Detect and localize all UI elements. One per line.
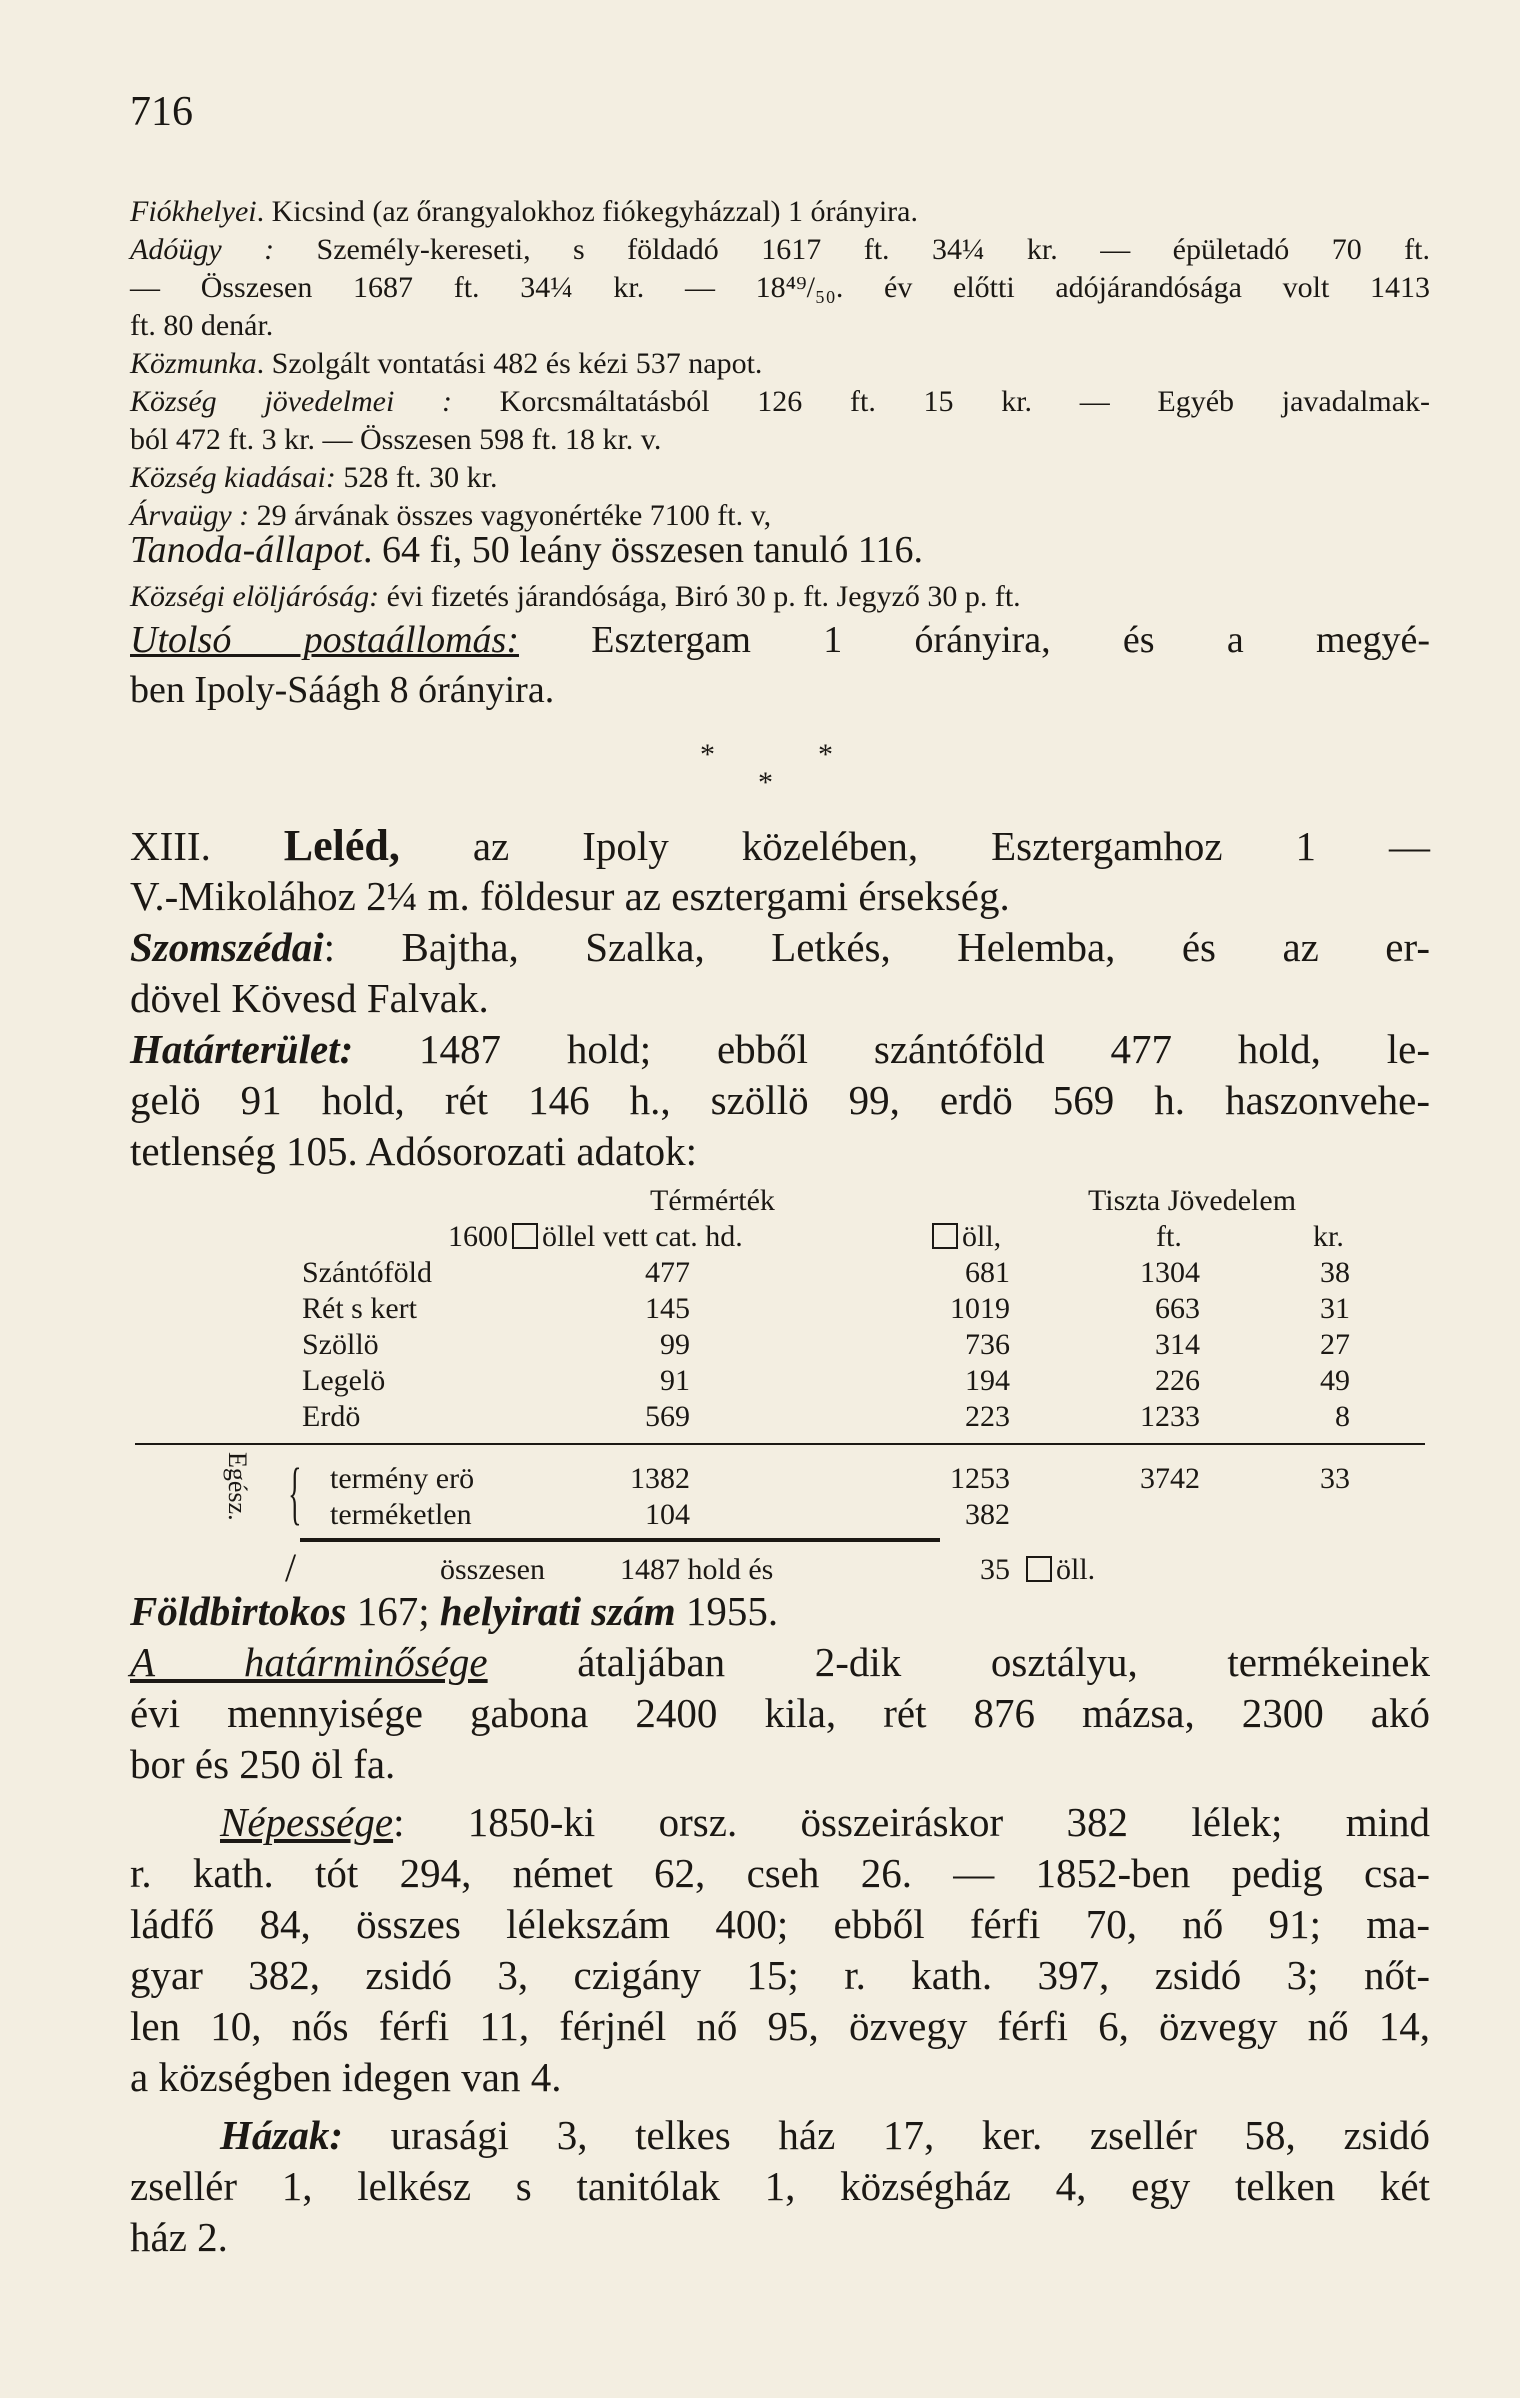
side-label: Egész.	[223, 1452, 252, 1521]
small-line-8: Község kiadásai: 528 ft. 30 kr.	[130, 461, 498, 494]
eloljarosag-line: Községi elöljáróság: évi fizetés járandósága, Biró 30 p. ft. Jegyző 30 p. ft.	[130, 580, 1021, 613]
entry-heading: XIII. Leléd, az Ipoly közelében, Esztergamhoz 1 —	[130, 821, 1431, 870]
table-divider	[135, 1443, 1425, 1445]
hatar-line-1: Határterület: 1487 hold; ebből szántóföld 477 hold, le-	[130, 1026, 1430, 1072]
small-line-5: Közmunka. Szolgált vontatási 482 és kézi 537 napot.	[130, 347, 763, 380]
star: *	[700, 738, 715, 771]
head-ft: ft.	[1156, 1220, 1182, 1253]
square-icon	[1026, 1556, 1052, 1582]
small-line-2: Adóügy : Személy-kereseti, s földadó 1617 ft. 34¼ kr. — épületadó 70 ft.	[130, 233, 1430, 266]
nepesseg-line-5: len 10, nős férfi 11, férjnél nő 95, özvegy férfi 6, özvegy nő 14,	[130, 2003, 1430, 2049]
square-icon	[512, 1223, 538, 1249]
village-name: Leléd,	[283, 821, 400, 870]
szomszedai-line-2: dövel Kövesd Falvak.	[130, 975, 489, 1021]
posta-line-1: Utolsó postaállomás: Esztergam 1 órányira, és a megyé-	[130, 619, 1430, 661]
small-line-4: ft. 80 denár.	[130, 309, 274, 342]
small-line-3: — Összesen 1687 ft. 34¼ kr. — 18⁴⁹/₅₀. év előtti adójárandósága volt 1413	[130, 271, 1430, 304]
star: *	[818, 738, 833, 771]
nepesseg-line-3: ládfő 84, összes lélekszám 400; ebből férfi 70, nő 91; ma-	[130, 1901, 1430, 1947]
szomszedai-line-1: Szomszédai: Bajtha, Szalka, Letkés, Helemba, és az er-	[130, 924, 1430, 970]
sum-divider	[300, 1538, 940, 1542]
small-line-1: Fiókhelyei. Kicsind (az őrangyalokhoz fiókegyházzal) 1 órányira.	[130, 195, 918, 228]
nepesseg-line-4: gyar 382, zsidó 3, czigány 15; r. kath. 397, zsidó 3; nőt-	[130, 1952, 1430, 1998]
nepesseg-line-2: r. kath. tót 294, német 62, cseh 26. — 1852-ben pedig csa-	[130, 1850, 1430, 1896]
small-line-9: Árvaügy : 29 árvának összes vagyonértéke 7100 ft. v,	[130, 499, 772, 532]
small-line-6: Község jövedelmei : Korcsmáltatásból 126 ft. 15 kr. — Egyéb javadalmak-	[130, 385, 1430, 418]
square-icon	[932, 1223, 958, 1249]
head-tiszta: Tiszta Jövedelem	[1088, 1184, 1297, 1217]
hazak-line-3: ház 2.	[130, 2214, 228, 2260]
head-1600: 1600 öllel vett cat. hd.	[448, 1220, 743, 1253]
page-number: 716	[130, 89, 193, 135]
label: Fiókhelyei	[130, 195, 257, 228]
hazak-line-2: zsellér 1, lelkész s tanitólak 1, községház 4, egy telken két	[130, 2163, 1430, 2209]
star: *	[758, 766, 773, 799]
brace-end: /	[285, 1545, 297, 1590]
hatar-line-3: tetlenség 105. Adósorozati adatok:	[130, 1128, 698, 1174]
posta-line-2: ben Ipoly-Sáágh 8 órányira.	[130, 669, 555, 711]
foldbirtokos-line: Földbirtokos 167; helyirati szám 1955.	[130, 1588, 779, 1634]
heading-line-2: V.-Mikolához 2¼ m. földesur az esztergami érsekség.	[130, 873, 1010, 919]
minoseg-line-3: bor és 250 öl fa.	[130, 1741, 396, 1787]
nepesseg-line-6: a községben idegen van 4.	[130, 2054, 562, 2100]
head-termertek: Térmérték	[650, 1184, 775, 1217]
minoseg-line-1: A határminősége átaljában 2-dik osztályu, termékeinek	[130, 1639, 1430, 1685]
nepesseg-line-1: Népessége: 1850-ki orsz. összeiráskor 382 lélek; mind	[220, 1799, 1430, 1845]
hatar-line-2: gelö 91 hold, rét 146 h., szöllö 99, erdö 569 h. haszonvehe-	[130, 1077, 1430, 1123]
small-line-7: ból 472 ft. 3 kr. — Összesen 598 ft. 18 kr. v.	[130, 423, 662, 456]
head-kr: kr.	[1313, 1220, 1344, 1253]
head-oll: öll,	[928, 1219, 1001, 1255]
brace: {	[288, 1455, 302, 1532]
hazak-line-1: Házak: urasági 3, telkes ház 17, ker. zsellér 58, zsidó	[220, 2112, 1430, 2158]
tanoda-line: Tanoda-állapot. 64 fi, 50 leány összesen tanuló 116.	[130, 529, 924, 571]
minoseg-line-2: évi mennyisége gabona 2400 kila, rét 876 mázsa, 2300 akó	[130, 1690, 1430, 1736]
